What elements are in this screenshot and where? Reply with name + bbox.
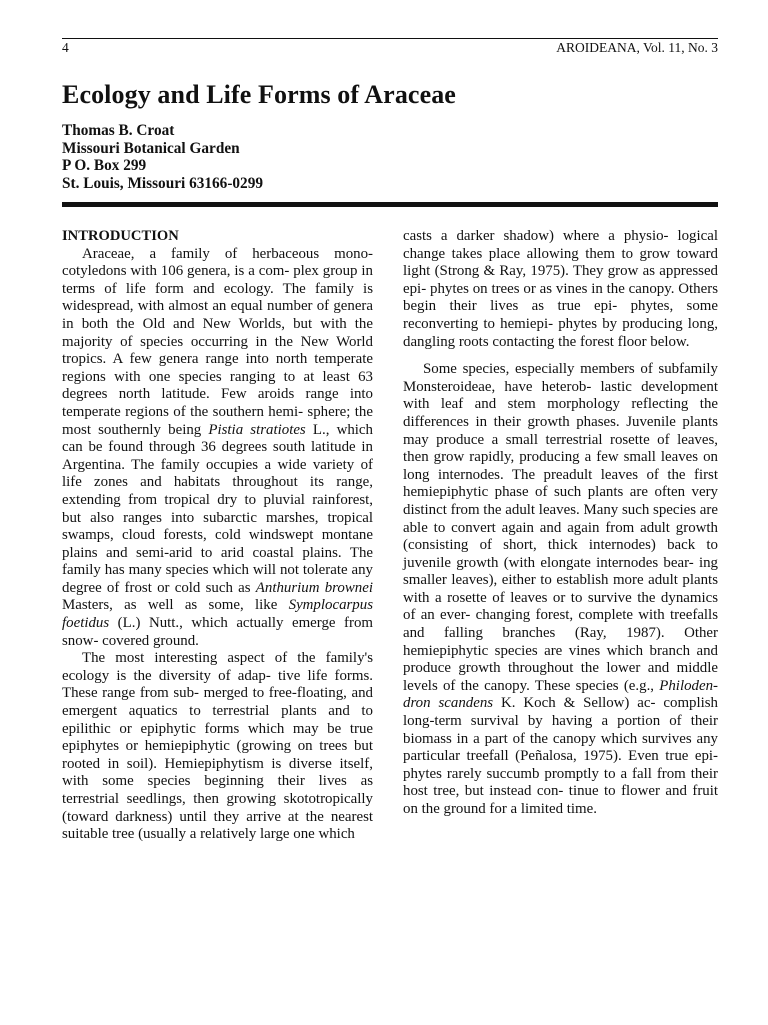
paragraph-3 bbox=[403, 361, 718, 818]
p1-italic-species-1: Pistia stratiotes bbox=[208, 421, 306, 438]
right-column bbox=[403, 228, 718, 819]
page-number: 4 bbox=[62, 40, 69, 55]
paragraph-2-start: The most interesting aspect of the family's ecology is the diversity of adap- tive life forms. These range from sub- merged to free-floating, and emergent aquatics to terrestrial plants and to epilithic or epiphytic forms which may be true epiphytes or hemiepiphytic (growing on trees but rooted in soil). Hemiepiphytism is diverse itself, with some species beginning their lives as terrestrial seedlings, then growing skototropically (toward darkness) until they arrive at the nearest suitable tree (usually a relatively large one which bbox=[62, 650, 373, 843]
p1-italic-species-3: Symplocarpus foetidus bbox=[62, 597, 373, 632]
article-title: Ecology and Life Forms of Araceae bbox=[62, 80, 456, 109]
paragraph-1 bbox=[62, 246, 373, 651]
title-divider bbox=[62, 202, 718, 207]
p1-text-a: Araceae, a family of herbaceous mono- cotyledons with 106 genera, is a com- plex group in terms of life form and ecology. The family is widespread, with almost an equal number of genera in both the Old and New Worlds, but with the majority of species occurring in the New World tropics. A few genera range into north temperate regions with one species ranging to at least 63 degrees north latitude. Few aroids range into temperate regions of the southern hemi- sphere; the most southernly being bbox=[62, 245, 373, 438]
p1-text-d: (L.) Nutt., which actually emerge from snow- covered ground. bbox=[62, 615, 373, 649]
p1-italic-species-2: Anthurium brownei bbox=[255, 579, 373, 596]
p1-text-b: L., which can be found through 36 degrees south latitude in Argentina. The family occupies a wide variety of life zones and habitats throughout its range, extending from tropical dry to pluvial rainforest, but also ranges into subarctic marshes, tropical swamps, cloud forests, cold windswept montane plains and semi-arid to arid coastal plains. The family has many species which will not tolerate any degree of frost or cold such as bbox=[62, 421, 373, 596]
author-block bbox=[62, 122, 263, 192]
p3-text-b: K. Koch & Sellow) ac- complish long-term survival by having a portion of their biomass in a part of the canopy which survives any particular treefall (Peñalosa, 1975). Even true epi- phytes rarely succumb promptly to a fall from their host tree, but instead con- tinue to flower and fruit on the ground for a limited time. bbox=[403, 695, 719, 817]
running-header bbox=[62, 40, 718, 60]
section-heading: INTRODUCTION bbox=[62, 228, 179, 244]
author-address-line1: P O. Box 299 bbox=[62, 157, 147, 174]
paragraph-2-end: casts a darker shadow) where a physio- logical change takes place allowing them to grow toward light (Strong & Ray, 1975). They grow as appressed epi- phytes on trees or as vines in the canopy. Others begin their lives as true epi- phytes, some reconverting to hemiepi- phytes by producing long, dangling roots contacting the forest floor below. bbox=[403, 228, 718, 350]
left-column bbox=[62, 228, 373, 844]
author-institution: Missouri Botanical Garden bbox=[62, 139, 240, 157]
author-name: Thomas B. Croat bbox=[62, 122, 175, 139]
journal-citation: AROIDEANA, Vol. 11, No. 3 bbox=[556, 40, 718, 55]
p3-italic-species: Philoden- dron scandens bbox=[403, 677, 718, 712]
header-rule bbox=[62, 38, 718, 39]
p1-text-c: Masters, as well as some, like bbox=[62, 597, 289, 614]
author-address-line2: St. Louis, Missouri 63166-0299 bbox=[62, 174, 264, 192]
p3-text-a: Some species, especially members of subfamily Monsteroideae, have heterob- lastic development with leaf and stem morphology reflecting the differences in their growth phases. Juvenile plants may produce a small terrestrial rosette of leaves, then grow rapidly, producing a few small leaves on long internodes. The preadult leaves of the first hemiepiphytic phase of such plants are often very distinct from the adult leaves. Many such species are able to convert again and again from adult growth (consisting of short, thick internodes) back to juvenile growth (with elongate internodes bear- ing smaller leaves), either to establish more adult plants with a rosette of leaves or to survive the dynamics of an ever- changing forest, complete with treefalls and falling branches (Ray, 1987). Other hemiepiphytic species are vines which branch and produce growth throughout the lower and middle levels of the canopy. These species (e.g., bbox=[403, 361, 718, 694]
